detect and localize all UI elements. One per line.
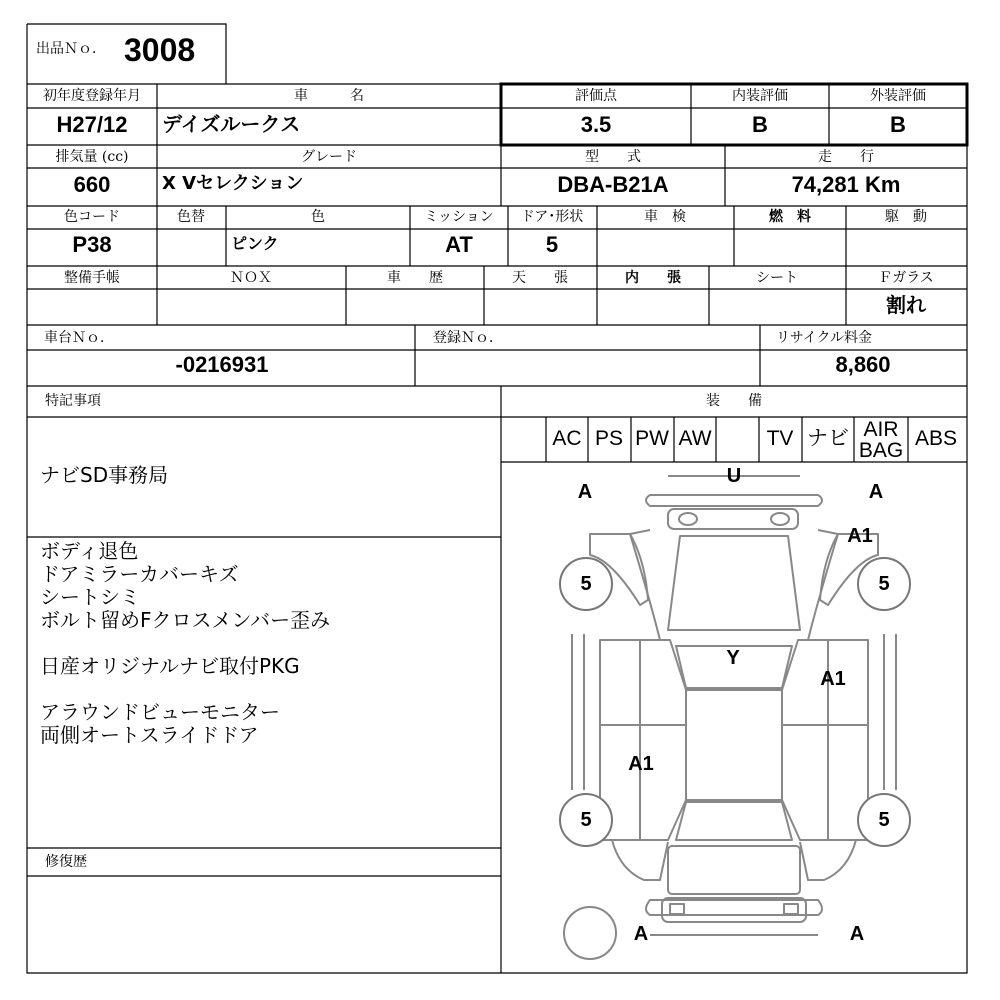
chassis-no-value: -0216931 (175, 352, 269, 377)
mark-left-side: A1 (628, 753, 654, 775)
mileage-value: 74,281 Km (791, 172, 901, 197)
equipment-tv: TV (766, 427, 794, 450)
mark-front-right: A (868, 481, 884, 503)
equipment-airbag: AIR BAG (858, 418, 904, 462)
label-exterior: 外装評価 (870, 88, 926, 104)
equipment-ps: PS (594, 427, 624, 450)
mark-windshield: Y (726, 647, 740, 669)
label-color-code: 色コード (64, 209, 120, 225)
exterior-grade: B (890, 112, 906, 137)
recycle-fee-value: 8,860 (835, 352, 891, 377)
mark-right-fender: A1 (847, 525, 873, 547)
model-value: DBA-B21A (557, 172, 669, 197)
label-interior-lining: 内 張 (625, 270, 681, 286)
label-fuel: 燃 料 (769, 209, 811, 225)
note-line: ボルト留めFクロスメンバー歪み (40, 608, 331, 632)
note-line: 両側オートスライドドア (40, 723, 259, 747)
label-mileage: 走 行 (818, 149, 874, 165)
note-line: ドアミラーカバーキズ (40, 562, 239, 586)
label-mission: ミッション (424, 209, 494, 225)
equipment-ac: AC (552, 427, 582, 450)
label-nox: ＮＯＸ (230, 270, 272, 286)
label-grade: グレード (301, 149, 357, 165)
label-displacement: 排気量 (cc) (55, 149, 129, 165)
label-equipment: 装 備 (706, 393, 762, 409)
label-repair-history: 修復歴 (45, 854, 87, 870)
equipment-abs: ABS (914, 427, 958, 450)
interior-grade: B (752, 112, 768, 137)
registration-date: H27/12 (56, 112, 128, 137)
mark-right-side: A1 (820, 668, 846, 690)
label-drive: 駆 動 (885, 209, 927, 225)
color-code-value: P38 (72, 232, 112, 257)
equipment-pw: PW (635, 427, 669, 450)
mark-front-bumper: U (726, 465, 742, 487)
label-doors: ドア･形状 (520, 209, 584, 225)
label-interior: 内装評価 (732, 88, 788, 104)
label-color: 色 (311, 209, 325, 225)
lot-label: 出品Ｎｏ． (36, 41, 106, 57)
doors-value: 5 (545, 232, 559, 257)
lot-number: 3008 (124, 32, 196, 68)
score-value: 3.5 (580, 112, 612, 137)
tire-front-right: 5 (857, 557, 911, 611)
equipment-aw: AW (678, 427, 712, 450)
label-color-change: 色替 (177, 209, 205, 225)
mark-rear-right: A (849, 923, 865, 945)
mark-rear-left: A (633, 923, 649, 945)
car-name: デイズルークス (162, 112, 301, 136)
note-line: ボディ退色 (40, 539, 139, 563)
label-ceiling: 天 張 (512, 270, 568, 286)
label-chassis-no: 車台Ｎｏ． (44, 330, 114, 346)
label-registration-no: 登録Ｎｏ． (433, 330, 503, 346)
label-inspection: 車 検 (644, 209, 686, 225)
note-line: アラウンドビューモニター (40, 700, 280, 724)
displacement-value: 660 (73, 172, 111, 197)
note-line: シートシミ (40, 585, 140, 609)
tire-front-left: 5 (559, 557, 613, 611)
label-recycle-fee: リサイクル料金 (776, 330, 873, 346)
label-score: 評価点 (575, 88, 617, 104)
label-car-name: 車 名 (294, 88, 364, 104)
tire-rear-right: 5 (857, 793, 911, 847)
label-model: 型 式 (585, 149, 641, 165)
note-line: 日産オリジナルナビ取付PKG (40, 654, 300, 678)
mission-value: AT (445, 232, 473, 257)
grade-value: X Vセレクション (162, 173, 304, 194)
label-seat: シート (756, 270, 798, 286)
front-glass-value: 割れ (886, 293, 926, 317)
mark-front-left: A (577, 481, 593, 503)
label-front-glass: Ｆガラス (878, 270, 934, 286)
equipment-navi: ナビ (807, 427, 849, 450)
label-maintenance-book: 整備手帳 (64, 270, 120, 286)
tire-rear-left: 5 (559, 793, 613, 847)
note-line: ナビSD事務局 (40, 463, 169, 487)
label-first-registration: 初年度登録年月 (43, 88, 141, 104)
label-special-notes: 特記事項 (45, 393, 101, 409)
label-history: 車 歴 (387, 270, 443, 286)
color-value: ピンク (231, 234, 279, 253)
